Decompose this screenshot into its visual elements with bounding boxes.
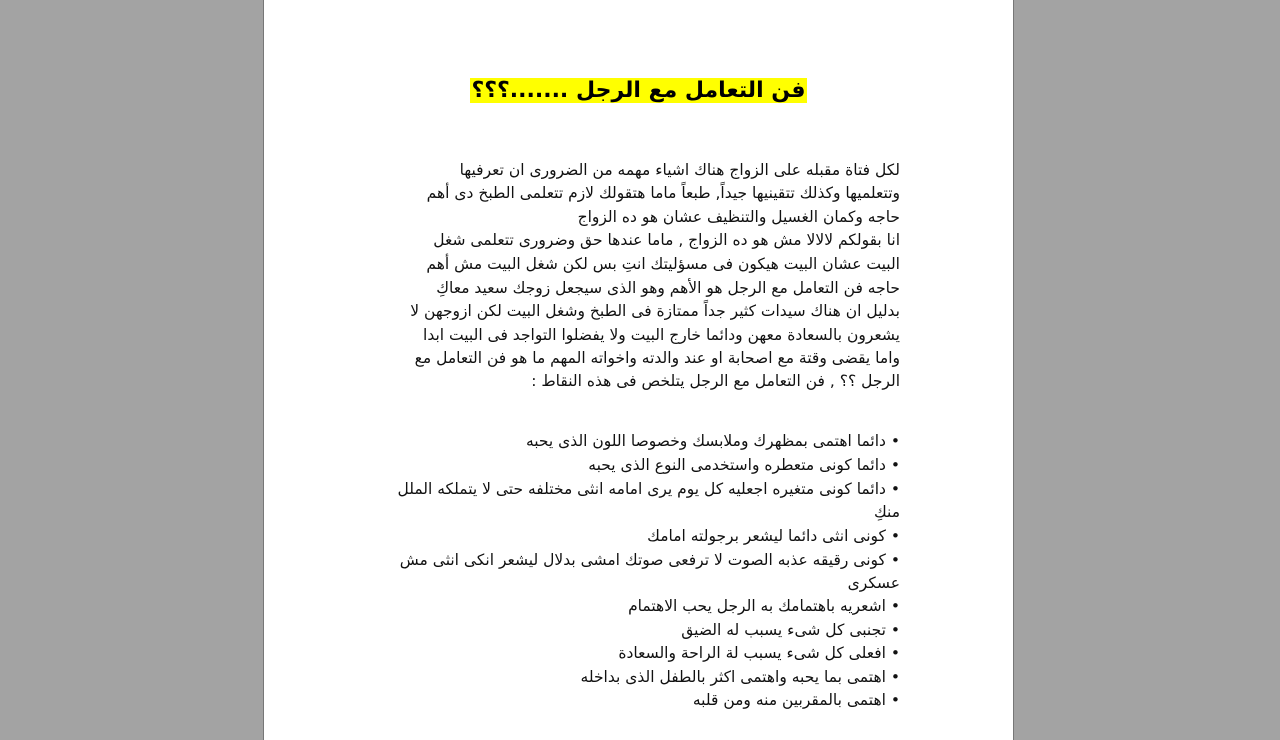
list-item: • كونى انثى دائما ليشعر برجولته امامك [647, 527, 900, 545]
title-text: فن التعامل مع الرجل .......؟؟؟ [471, 78, 806, 103]
paragraph-line: وتتعلميها وكذلك تتقينيها جيداً, طبعاً ماما هتقولك لازم تتعلمى الطبخ دى أهم [426, 184, 900, 202]
paragraph-line: البيت عشان البيت هيكون فى مسؤليتك انتِ بس لكن شغل البيت مش أهم [426, 255, 900, 273]
paragraph-line: انا بقولكم لالالا مش هو ده الزواج , ماما عندها حق وضرورى تتعلمى شغل [433, 231, 900, 249]
document-title [264, 76, 1013, 106]
list-item: • دائما كونى متعطره واستخدمى النوع الذى يحبه [588, 456, 900, 474]
list-item: • اهتمى بما يحبه واهتمى اكثر بالطفل الذى بداخله [580, 668, 900, 686]
paragraph-line: الرجل ؟؟ , فن التعامل مع الرجل يتلخص فى هذه النقاط : [531, 372, 900, 390]
paragraph-line: حاجه فن التعامل مع الرجل هو الأهم وهو الذى سيجعل زوجك سعيد معاكِ [436, 279, 900, 297]
paragraph-line: يشعرون بالسعادة معهن ودائما خارج البيت ولا يفضلوا التواجد فى البيت ابدا [423, 326, 900, 344]
list-item: • دائما اهتمى بمظهرك وملابسك وخصوصا اللون الذى يحبه [525, 432, 900, 450]
paragraph-line: لكل فتاة مقبله على الزواج هناك اشياء مهمه من الضرورى ان تعرفيها [459, 161, 900, 179]
list-item: • تجنبى كل شىء يسبب له الضيق [681, 621, 900, 639]
document-page [263, 0, 1014, 740]
list-item: • افعلى كل شىء يسبب لة الراحة والسعادة [618, 644, 900, 662]
list-item: • كونى رقيقه عذبه الصوت لا ترفعى صوتك امشى بدلال ليشعر انكى انثى مش [399, 551, 900, 569]
paragraph-line: حاجه وكمان الغسيل والتنظيف عشان هو ده الزواج [577, 208, 900, 226]
list-item: • اشعريه باهتمامك به الرجل يحب الاهتمام [628, 597, 900, 615]
list-item: عسكرى [847, 574, 900, 592]
list-item: • اهتمى بالمقربين منه ومن قلبه [692, 691, 900, 709]
list-item: • دائما كونى متغيره اجعليه كل يوم يرى امامه انثى مختلفه حتى لا يتملكه الملل [397, 480, 900, 498]
paragraph-line: واما يقضى وقتة مع اصحابة او عند والدته واخواته المهم ما هو فن التعامل مع [414, 349, 900, 367]
list-item: منكِ [873, 503, 900, 521]
paragraph-line: بدليل ان هناك سيدات كثير جداً ممتازة فى الطبخ وشغل البيت لكن ازوجهن لا [410, 302, 900, 320]
